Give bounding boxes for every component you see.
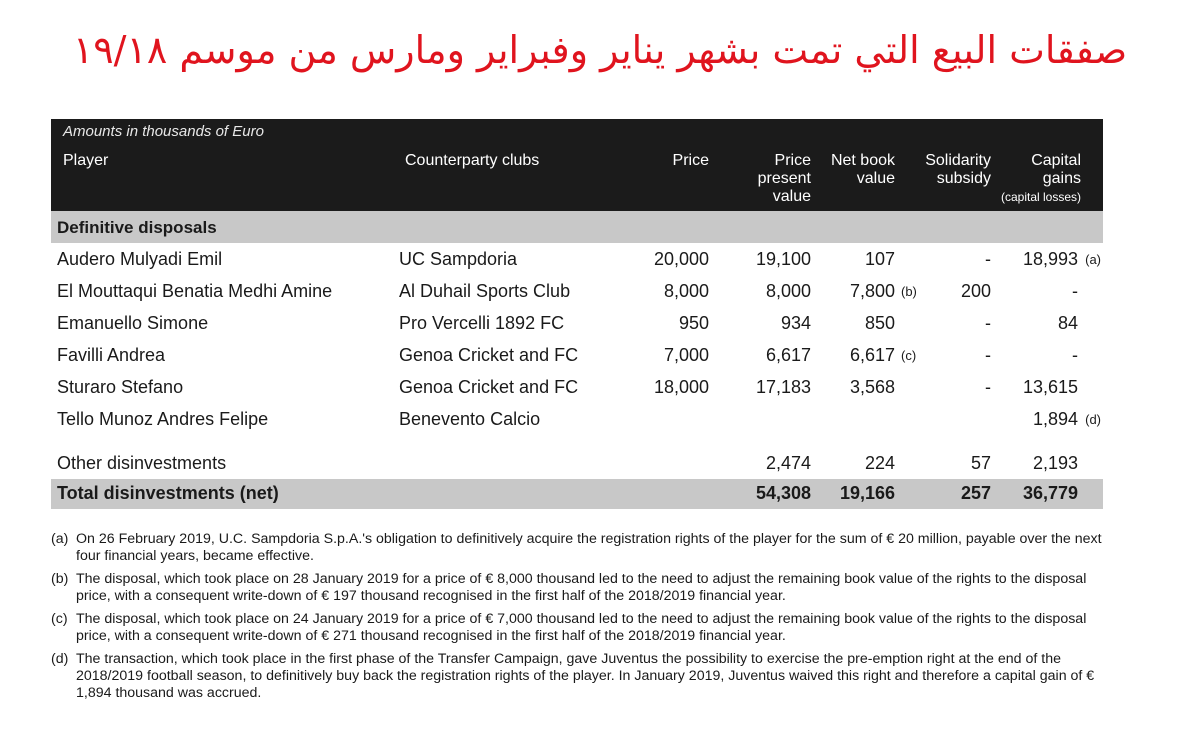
price-present-value: 934 — [780, 313, 811, 333]
header-price: Price — [672, 152, 709, 169]
price-value: 8,000 — [663, 281, 709, 301]
price-present-value: 6,617 — [765, 345, 811, 365]
total-gain: 36,779 — [1022, 483, 1078, 503]
price-value: 20,000 — [653, 249, 709, 269]
table-row-total — [51, 479, 1103, 509]
header-clubs: Counterparty clubs — [405, 152, 540, 169]
solidarity-value: - — [985, 313, 991, 333]
table-header — [51, 119, 1103, 211]
footnote-tag: (c) — [51, 611, 68, 627]
table-row — [51, 275, 1103, 307]
nbv-footnote-ref: (c) — [901, 348, 917, 363]
row-spacer — [51, 435, 1103, 447]
capital-gain-value: 1,894 — [1032, 409, 1078, 429]
footnotes — [51, 531, 1103, 708]
footnote-tag: (b) — [51, 571, 69, 587]
net-book-value: 107 — [864, 249, 895, 269]
table-row-other — [51, 447, 1103, 479]
header-net-book-value: Net book value — [830, 152, 895, 187]
capital-gain-value: 84 — [1057, 313, 1078, 333]
club-name: UC Sampdoria — [399, 249, 518, 269]
footnote-tag: (a) — [51, 531, 69, 547]
net-book-value: 7,800 — [849, 281, 895, 301]
other-gain: 2,193 — [1032, 453, 1078, 473]
table-body — [51, 243, 1103, 435]
header-capital-gains: Capital gains (capital losses) — [1000, 152, 1081, 204]
footnote — [51, 571, 1103, 605]
nbv-footnote-ref: (b) — [901, 284, 917, 299]
capital-gain-value: 18,993 — [1022, 249, 1078, 269]
table-row — [51, 243, 1103, 275]
solidarity-value: 200 — [960, 281, 991, 301]
footnote-text: The transaction, which took place in the first phase of the Transfer Campaign, gave Juventus the possibility to exercise the pre-emption right at the end of the 2018/2019 football season, to definitively buy back the registration rights of the player. In January 2019, Juventus waived this right and therefore a capital gain of € 1,894 thousand was accrued. — [76, 651, 1095, 701]
player-name: El Mouttaqui Benatia Medhi Amine — [57, 281, 333, 301]
club-name: Benevento Calcio — [399, 409, 541, 429]
price-value: 950 — [678, 313, 709, 333]
gain-footnote-ref: (a) — [1085, 252, 1101, 267]
gain-footnote-ref: (d) — [1085, 412, 1101, 427]
player-name: Emanuello Simone — [57, 313, 209, 333]
player-name: Favilli Andrea — [57, 345, 166, 365]
other-label: Other disinvestments — [57, 453, 227, 473]
footnote-tag: (d) — [51, 651, 69, 667]
player-name: Audero Mulyadi Emil — [57, 249, 223, 269]
footnote — [51, 611, 1103, 645]
club-name: Pro Vercelli 1892 FC — [399, 313, 565, 333]
net-book-value: 3,568 — [849, 377, 895, 397]
amounts-note: Amounts in thousands of Euro — [63, 123, 264, 140]
total-label: Total disinvestments (net) — [57, 483, 279, 503]
section-definitive-disposals: Definitive disposals — [51, 211, 1103, 243]
price-value: 7,000 — [663, 345, 709, 365]
price-value: 18,000 — [653, 377, 709, 397]
total-sol: 257 — [960, 483, 991, 503]
net-book-value: 850 — [864, 313, 895, 333]
table-row — [51, 371, 1103, 403]
header-solidarity-subsidy: Solidarity subsidy — [925, 152, 991, 187]
capital-gain-value: - — [1072, 345, 1078, 365]
club-name: Genoa Cricket and FC — [399, 377, 579, 397]
solidarity-value: - — [985, 345, 991, 365]
page-title: صفقات البيع التي تمت بشهر يناير وفبراير ومارس من موسم ١٩/١٨ — [72, 28, 1128, 72]
footnote — [51, 531, 1103, 565]
other-ppv: 2,474 — [765, 453, 811, 473]
player-name: Tello Munoz Andres Felipe — [57, 409, 269, 429]
player-name: Sturaro Stefano — [57, 377, 184, 397]
solidarity-value: - — [985, 249, 991, 269]
other-sol: 57 — [970, 453, 991, 473]
price-present-value: 19,100 — [755, 249, 811, 269]
footnote — [51, 651, 1103, 702]
disposals-table — [51, 119, 1103, 509]
footnote-text: The disposal, which took place on 24 January 2019 for a price of € 7,000 thousand led to the need to adjust the remaining book value of the rights to the disposal price, with a consequent write-down of € 271 thousand recognised in the first half of the 2018/2019 financial year. — [76, 611, 1087, 644]
table-row — [51, 339, 1103, 371]
price-present-value: 17,183 — [755, 377, 811, 397]
footnote-text: On 26 February 2019, U.C. Sampdoria S.p.A.'s obligation to definitively acquire the registration rights of the player for the sum of € 20 million, payable over the next four financial years, became effective. — [76, 531, 1102, 564]
header-player: Player — [63, 152, 109, 169]
header-price-present-value: Price present value — [757, 152, 811, 205]
other-nbv: 224 — [864, 453, 895, 473]
table-row — [51, 307, 1103, 339]
net-book-value: 6,617 — [849, 345, 895, 365]
table-row — [51, 403, 1103, 435]
capital-gain-value: 13,615 — [1022, 377, 1078, 397]
total-ppv: 54,308 — [755, 483, 811, 503]
capital-gain-value: - — [1072, 281, 1078, 301]
price-present-value: 8,000 — [765, 281, 811, 301]
club-name: Al Duhail Sports Club — [399, 281, 571, 301]
solidarity-value: - — [985, 377, 991, 397]
club-name: Genoa Cricket and FC — [399, 345, 579, 365]
total-nbv: 19,166 — [839, 483, 895, 503]
footnote-text: The disposal, which took place on 28 January 2019 for a price of € 8,000 thousand led to the need to adjust the remaining book value of the rights to the disposal price, with a consequent write-down of € 197 thousand recognised in the first half of the 2018/2019 financial year. — [76, 571, 1087, 604]
